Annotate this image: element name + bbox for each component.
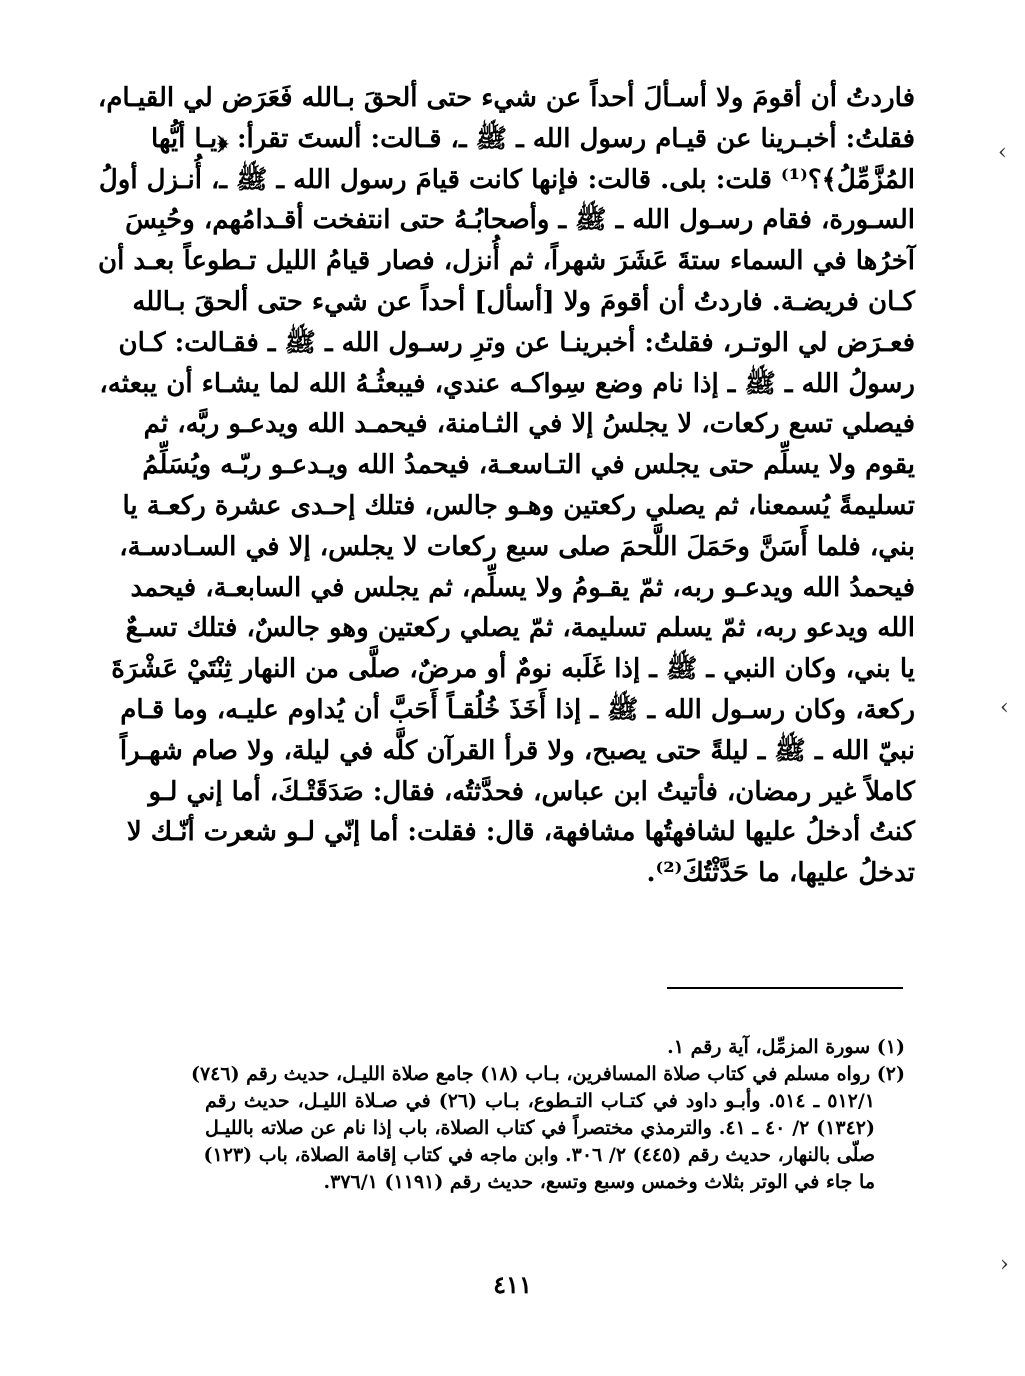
footnote-2-continued: ما جاء في الوتر بثلاث وخمس وسبع وتسع، حديث رقم (١١٩١) ٣٧٦/١. — [323, 1171, 875, 1193]
text-line: كـان فريضـة. فاردتُ أن أقومَ ولا [أسأل] أحداً عن شيء حتى ألحقَ بـالله — [132, 286, 915, 317]
margin-tick-icon: › — [1000, 1252, 1009, 1277]
margin-tick-icon: ‹ — [998, 140, 1007, 165]
footnote-separator — [667, 987, 903, 989]
text-line: فيحمدُ الله ويدعـو ربه، ثمّ يقـومُ ولا يسلِّم، ثم يجلس في السابعـة، فيحمد — [130, 572, 915, 603]
text-line: كنتُ أدخلُ عليها لشافهتُها مشافهة، قال: فقلت: أما إنّي لـو شعرت أنّـك لا — [126, 817, 915, 848]
text-line: ركعة، وكان رسـول الله ـ ﷺ ـ إذا أَخَذَ خُلُقـاً أَحَبَّ أن يُداوم عليـه، وما قـام — [120, 694, 915, 725]
text-line: فاردتُ أن أقومَ ولا أسـألَ أحداً عن شيء حتى ألحقَ بـالله فَعَرَض لي القيـام، — [97, 83, 915, 113]
text-line: نبيّ الله ـ ﷺ ـ ليلةً حتى يصبح، ولا قرأ القرآن كلَّه في ليلة، ولا صام شهـراً — [119, 735, 915, 766]
text-line: تدخلُ عليها، ما حَدَّثْتُكَ⁽²⁾. — [646, 858, 915, 889]
footnote-2-continued: صلّى بالنهار، حديث رقم (٤٤٥) ٢/ ٣٠٦. وابن ماجه في كتاب إقامة الصلاة، باب (١٢٣) — [203, 1144, 875, 1166]
text-line: فقلتُ: أخبـرينا عن قيـام رسول الله ـ ﷺ ـ، قـالت: ألستَ تقرأ: ﴿يـا أيُّها — [151, 123, 915, 154]
text-line: فيصلي تسع ركعات، لا يجلسُ إلا في الثـامنة، فيحمـد الله ويدعـو ربَّه، ثم — [143, 409, 915, 440]
text-line: كاملاً غير رمضان، فأتيتُ ابن عباس، فحدَّثتُه، فقال: صَدَقَتْـكَ، أما إني لـو — [148, 776, 915, 807]
footnotes-block — [190, 1034, 905, 1196]
footnote-1: (١) سورة المزمِّل، آية رقم ١. — [667, 1036, 905, 1058]
text-line: الله ويدعو ربه، ثمّ يسلم تسليمة، ثمّ يصلي ركعتين وهو جالسٌ، فتلك تسـعٌ — [125, 613, 915, 644]
text-line: رسولُ الله ـ ﷺ ـ إذا نام وضع سِواكـه عندي، فيبعثُـهُ الله لما يشـاء أن يبعثه، — [99, 368, 915, 399]
main-text-block — [97, 78, 915, 894]
footnote-2-continued: ٥١٢/١ ـ ٥١٤. وأبـو داود في كتـاب التـطوع، بـاب (٢٦) في صـلاة الليـل، حديث رقم — [205, 1090, 875, 1112]
text-line: تسليمةً يُسمعنا، ثم يصلي ركعتين وهـو جالس، فتلك إحـدى عشرة ركعـة يا — [122, 490, 915, 521]
text-line: المُزَّمِّلُ﴾؟⁽¹⁾ قلت: بلى. قالت: فإنها كانت قيامَ رسول الله ـ ﷺ ـ، أُنـزل أولُ — [98, 164, 915, 195]
footnote-2-continued: (١٣٤٢) ٢/ ٤٠ ـ ٤١. والترمذي مختصراً في كتاب الصلاة، باب إذا نام عن صلاته بالليـل — [205, 1117, 875, 1139]
page-number: ٤١١ — [493, 1270, 532, 1299]
text-line: فعـرَض لي الوتـر، فقلتُ: أخبرينـا عن وترِ رسـول الله ـ ﷺ ـ فقـالت: كـان — [118, 327, 915, 358]
margin-tick-icon: ‹ — [1000, 695, 1009, 720]
text-line: يقوم ولا يسلِّم حتى يجلس في التـاسعـة، فيحمدُ الله ويـدعـو ربّـه ويُسَلِّمُ — [142, 450, 915, 481]
footnote-2: (٢) رواه مسلم في كتاب صلاة المسافرين، بـاب (١٨) جامع صلاة الليـل، حديث رقم (٧٤٦) — [190, 1063, 905, 1085]
text-line: يا بني، وكان النبي ـ ﷺ ـ إذا غَلَبه نومٌ أو مرضٌ، صلَّى من النهار ثِنْتَيْ عَشْرَةَ — [111, 654, 915, 685]
text-line: السـورة، فقام رسـول الله ـ ﷺ ـ وأصحابُـهُ حتى انتفخت أقـدامُهم، وحُبِسَ — [125, 205, 915, 236]
text-line: آخرُها في السماء ستةَ عَشَرَ شهراً، ثم أُنزل، فصار قيامُ الليل تـطوعاً بعـد أن — [98, 246, 915, 277]
text-line: بني، فلما أَسَنَّ وحَمَلَ اللَّحمَ صلى سبع ركعات لا يجلس، إلا في السـادسـة، — [119, 531, 915, 562]
